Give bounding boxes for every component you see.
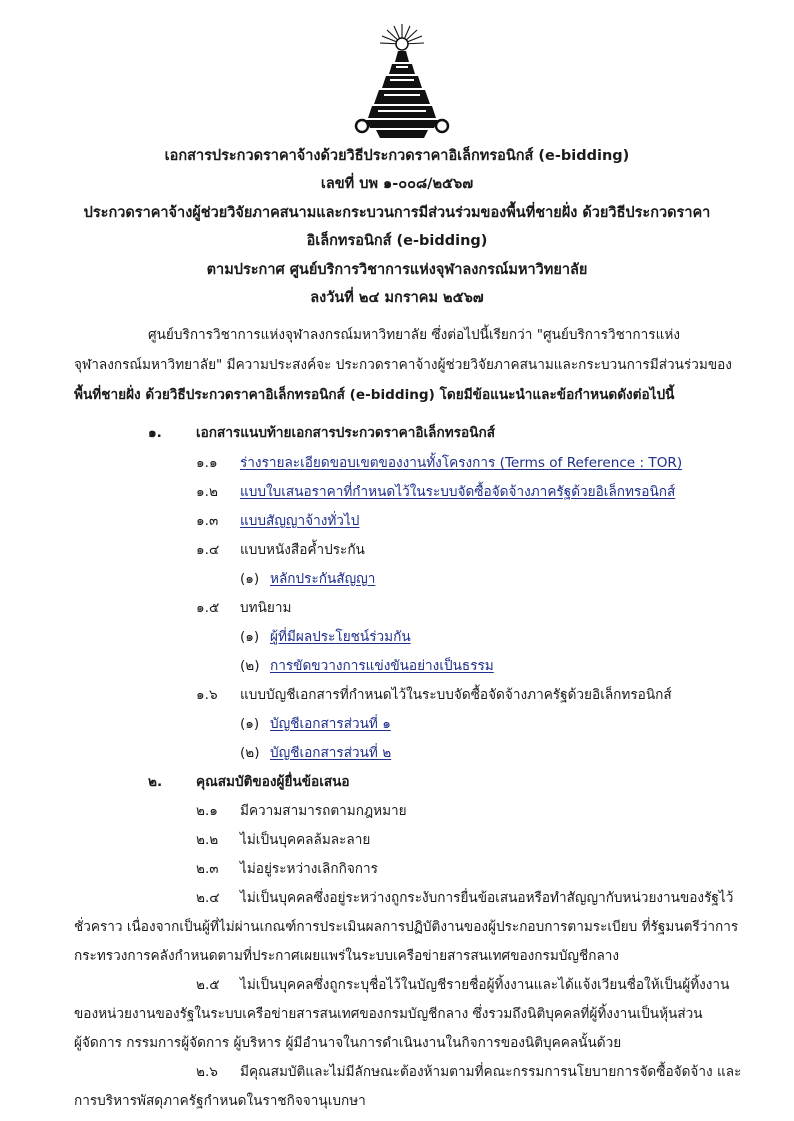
qualification-item-continued: การบริหารพัสดุภาครัฐกำหนดในราชกิจจานุเบกษา — [74, 1093, 366, 1109]
item-number: ๑.๒ — [196, 484, 218, 500]
qualification-item-continued: ชั่วคราว เนื่องจากเป็นผู้ที่ไม่ผ่านเกณฑ์การประเมินผลการปฏิบัติงานของผู้ประกอบการตามระเบียบ ที่รัฐมนตรีว่าการ — [74, 919, 739, 935]
item-number: ๑.๑ — [196, 455, 218, 471]
section-1-number: ๑. — [148, 425, 162, 441]
contract-form-link[interactable]: แบบสัญญาจ้างทั่วไป — [240, 513, 360, 529]
item-number: ๒.๔ — [196, 890, 220, 906]
announcement-reference: ตามประกาศ ศูนย์บริการวิชาการแห่งจุฬาลงกรณ์มหาวิทยาลัย — [206, 262, 588, 278]
qualification-item: มีความสามารถตามกฎหมาย — [240, 803, 407, 819]
item-number: ๒.๕ — [196, 977, 220, 993]
guarantee-letter-label: แบบหนังสือค้ำประกัน — [240, 542, 365, 558]
qualification-item: ไม่เป็นบุคคลซึ่งถูกระบุชื่อไว้ในบัญชีรายชื่อผู้ทิ้งงานและได้แจ้งเวียนชื่อให้เป็นผู้ทิ้งงาน — [240, 977, 730, 993]
item-number: ๒.๒ — [196, 832, 219, 848]
document-list-part-2-link[interactable]: บัญชีเอกสารส่วนที่ ๒ — [270, 745, 392, 761]
item-number: ๑.๕ — [196, 600, 220, 616]
qualification-item-continued: ของหน่วยงานของรัฐในระบบเครือข่ายสารสนเทศของกรมบัญชีกลาง ซึ่งรวมถึงนิติบุคคลที่ผู้ทิ้งงานเป็นหุ้นส่วน — [74, 1006, 703, 1022]
document-number: เลขที่ บพ ๑-๐๐๘/๒๕๖๗ — [320, 176, 474, 192]
document-list-form-label: แบบบัญชีเอกสารที่กำหนดไว้ในระบบจัดซื้อจัดจ้างภาครัฐด้วยอิเล็กทรอนิกส์ — [240, 687, 672, 703]
sub-item-number: (๑) — [240, 716, 260, 732]
qualification-item: มีคุณสมบัติและไม่มีลักษณะต้องห้ามตามที่คณะกรรมการนโยบายการจัดซื้อจัดจ้าง และ — [240, 1064, 742, 1080]
intro-line-2: จุฬาลงกรณ์มหาวิทยาลัย" มีความประสงค์จะ ประกวดราคาจ้างผู้ช่วยวิจัยภาคสนามและกระบวนการมีส่วนร่วมของ — [74, 357, 732, 373]
sub-item-number: (๒) — [240, 658, 260, 674]
sub-item-number: (๑) — [240, 571, 260, 587]
intro-line-1: ศูนย์บริการวิชาการแห่งจุฬาลงกรณ์มหาวิทยาลัย ซึ่งต่อไปนี้เรียกว่า "ศูนย์บริการวิชาการแห่ง — [148, 327, 680, 343]
joint-interest-link[interactable]: ผู้ที่มีผลประโยชน์ร่วมกัน — [270, 629, 411, 645]
item-number: ๒.๑ — [196, 803, 218, 819]
fair-competition-link[interactable]: การขัดขวางการแข่งขันอย่างเป็นธรรม — [270, 658, 494, 674]
announcement-date: ลงวันที่ ๒๔ มกราคม ๒๕๖๗ — [310, 290, 484, 306]
qualification-item: ไม่เป็นบุคคลซึ่งอยู่ระหว่างถูกระงับการยื่นข้อเสนอหรือทำสัญญากับหน่วยงานของรัฐไว้ — [240, 890, 734, 906]
intro-line-3: พื้นที่ชายฝั่ง ด้วยวิธีประกวดราคาอิเล็กทรอนิกส์ (e-bidding) โดยมีข้อแนะนำและข้อกำหนดดังต่อไปนี้ — [74, 387, 675, 403]
document-subject-line-1: ประกวดราคาจ้างผู้ช่วยวิจัยภาคสนามและกระบวนการมีส่วนร่วมของพื้นที่ชายฝั่ง ด้วยวิธีประกวดราคา — [83, 205, 711, 221]
qualification-item: ไม่เป็นบุคคลล้มละลาย — [240, 832, 371, 848]
item-number: ๑.๓ — [196, 513, 219, 529]
document-list-part-1-link[interactable]: บัญชีเอกสารส่วนที่ ๑ — [270, 716, 391, 732]
sub-item-number: (๑) — [240, 629, 260, 645]
qualification-item: ไม่อยู่ระหว่างเลิกกิจการ — [240, 861, 378, 877]
definitions-label: บทนิยาม — [240, 600, 292, 616]
document-subject-line-2: อิเล็กทรอนิกส์ (e-bidding) — [306, 233, 488, 249]
quotation-form-link[interactable]: แบบใบเสนอราคาที่กำหนดไว้ในระบบจัดซื้อจัดจ้างภาครัฐด้วยอิเล็กทรอนิกส์ — [240, 484, 676, 500]
item-number: ๒.๓ — [196, 861, 219, 877]
item-number: ๒.๖ — [196, 1064, 218, 1080]
qualification-item-continued: ผู้จัดการ กรรมการผู้จัดการ ผู้บริหาร ผู้มีอำนาจในการดำเนินงานในกิจการของนิติบุคคลนั้นด้วย — [74, 1035, 622, 1051]
document-title: เอกสารประกวดราคาจ้างด้วยวิธีประกวดราคาอิเล็กทรอนิกส์ (e-bidding) — [164, 148, 630, 164]
section-1-title: เอกสารแนบท้ายเอกสารประกวดราคาอิเล็กทรอนิกส์ — [196, 425, 495, 441]
sub-item-number: (๒) — [240, 745, 260, 761]
contract-guarantee-link[interactable]: หลักประกันสัญญา — [270, 571, 376, 587]
section-2-title: คุณสมบัติของผู้ยื่นข้อเสนอ — [196, 774, 350, 790]
tor-link[interactable]: ร่างรายละเอียดขอบเขตของงานทั้งโครงการ (Terms of Reference : TOR) — [240, 455, 683, 471]
item-number: ๑.๔ — [196, 542, 220, 558]
qualification-item-continued: กระทรวงการคลังกำหนดตามที่ประกาศเผยแพร่ในระบบเครือข่ายสารสนเทศของกรมบัญชีกลาง — [74, 948, 620, 964]
section-2-number: ๒. — [148, 774, 163, 790]
item-number: ๑.๖ — [196, 687, 218, 703]
university-seal-icon — [352, 22, 452, 140]
